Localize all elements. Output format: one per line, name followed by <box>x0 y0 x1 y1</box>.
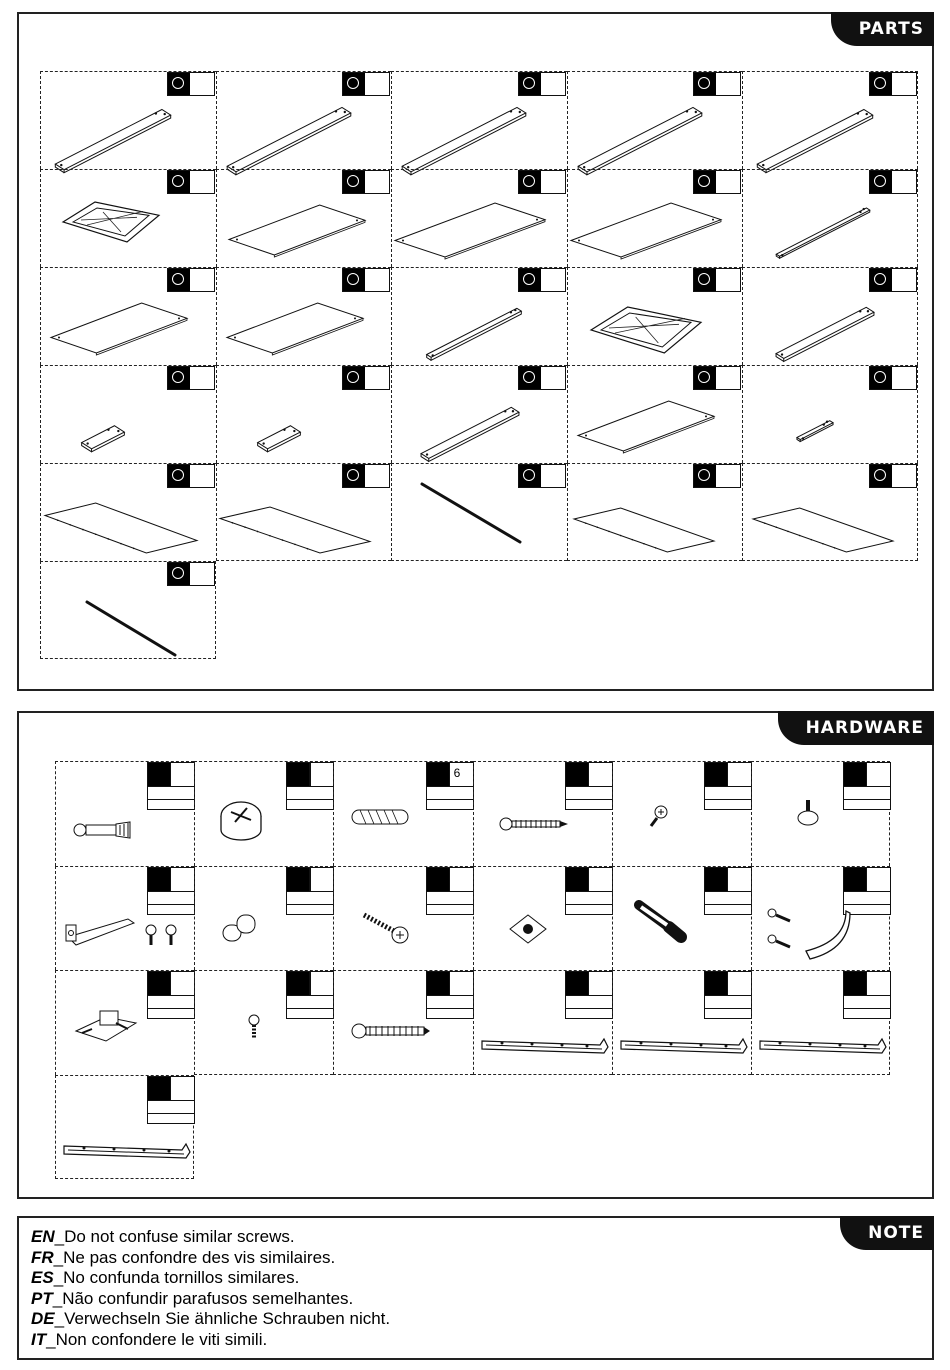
note-text: _Ne pas confondre des vis similaires. <box>53 1247 336 1267</box>
flat-head-screw-icon <box>334 867 473 972</box>
part-cell <box>567 71 743 169</box>
hardware-cell <box>333 970 472 1075</box>
note-text: _Non confondere le viti simili. <box>46 1330 268 1349</box>
hardware-cell <box>194 761 333 866</box>
panel-icon <box>568 366 744 464</box>
note-language-code: ES <box>31 1268 54 1288</box>
part-cell <box>216 267 392 365</box>
note-text: _Do not confuse similar screws. <box>54 1227 295 1246</box>
back-panel-icon <box>743 464 919 562</box>
part-cell <box>216 463 392 561</box>
panel-icon <box>217 268 393 366</box>
hardware-cell <box>55 970 194 1075</box>
parts-title: PARTS <box>831 12 934 46</box>
back-panel-icon <box>568 464 744 562</box>
part-cell <box>216 365 392 463</box>
part-cell <box>216 169 392 267</box>
rod-icon <box>392 464 568 562</box>
hardware-cell <box>55 761 194 866</box>
hardware-cell <box>55 1075 194 1180</box>
small-screw-icon <box>613 762 752 867</box>
hardware-cell <box>751 761 890 866</box>
note-text: _Verwechseln Sie ähnliche Schrauben nicht. <box>54 1309 391 1329</box>
small-panel-icon <box>217 366 393 464</box>
part-cell <box>567 169 743 267</box>
hardware-cell <box>473 761 612 866</box>
note-text: _Não confundir parafusos semelhantes. <box>52 1288 354 1308</box>
hinge-icon <box>56 971 195 1076</box>
cam-lock-icon <box>195 762 334 867</box>
wood-dowel-icon <box>334 762 473 867</box>
part-cell <box>742 365 918 463</box>
hardware-cell <box>612 970 751 1075</box>
parts-grid <box>40 71 920 661</box>
handle-icon <box>752 867 891 972</box>
anti-tip-bracket-icon <box>56 867 195 972</box>
hardware-cell <box>473 866 612 971</box>
panel-icon <box>743 72 919 170</box>
cam-bolt-icon <box>56 762 195 867</box>
part-cell <box>391 463 567 561</box>
part-cell <box>40 561 216 659</box>
note-panel <box>17 1216 934 1360</box>
small-panel-icon <box>41 366 217 464</box>
hardware-cell <box>751 970 890 1075</box>
panel-icon <box>217 170 393 268</box>
part-cell <box>40 365 216 463</box>
hardware-cell <box>194 866 333 971</box>
note-line <box>31 1248 335 1268</box>
drawer-bottom-icon <box>568 268 744 366</box>
hardware-cell <box>751 866 890 971</box>
back-panel-icon <box>217 464 393 562</box>
wood-screw-icon <box>334 971 473 1076</box>
part-cell <box>40 71 216 169</box>
parts-panel <box>17 12 934 691</box>
note-language-code: IT <box>31 1330 47 1349</box>
hardware-cell <box>612 761 751 866</box>
panel-icon <box>392 170 568 268</box>
note-line <box>31 1309 390 1329</box>
drawer-bottom-icon <box>41 170 217 268</box>
part-cell <box>40 169 216 267</box>
panel-icon <box>568 170 744 268</box>
drawer-slide-icon <box>474 971 613 1076</box>
hardware-cell <box>473 970 612 1075</box>
hardware-title: HARDWARE <box>778 711 934 745</box>
part-cell <box>391 267 567 365</box>
drawer-slide-icon <box>752 971 891 1076</box>
note-language-code: DE <box>31 1309 55 1329</box>
panel-icon <box>392 72 568 170</box>
part-cell <box>391 71 567 169</box>
part-cell <box>391 365 567 463</box>
panel-icon <box>392 366 568 464</box>
hardware-cell <box>333 866 472 971</box>
strip-icon <box>392 268 568 366</box>
part-cell <box>742 169 918 267</box>
panel-icon <box>743 268 919 366</box>
rod-icon <box>41 562 217 660</box>
panel-icon <box>41 268 217 366</box>
hardware-panel <box>17 711 934 1199</box>
shelf-pin-icon <box>195 867 334 972</box>
panel-icon <box>568 72 744 170</box>
hardware-cell <box>194 970 333 1075</box>
note-line <box>31 1330 267 1350</box>
note-line <box>31 1268 299 1288</box>
note-text: _No confunda tornillos similares. <box>53 1268 300 1288</box>
strip-icon <box>743 170 919 268</box>
panel-icon <box>41 72 217 170</box>
hardware-count: 6 <box>453 766 461 780</box>
drawer-slide-icon <box>613 971 752 1076</box>
hardware-cell <box>333 761 472 866</box>
part-cell <box>742 71 918 169</box>
part-cell <box>567 463 743 561</box>
hardware-grid <box>55 761 890 1179</box>
wall-anchor-icon <box>613 867 752 972</box>
note-line <box>31 1227 295 1247</box>
part-cell <box>567 267 743 365</box>
corner-plate-icon <box>474 867 613 972</box>
part-cell <box>40 463 216 561</box>
part-cell <box>567 365 743 463</box>
note-language-code: PT <box>31 1288 53 1308</box>
panel-icon <box>217 72 393 170</box>
part-cell <box>742 463 918 561</box>
back-panel-icon <box>41 464 217 562</box>
note-title: NOTE <box>840 1216 934 1250</box>
hardware-cell <box>612 866 751 971</box>
drawer-slide-icon <box>56 1076 195 1181</box>
part-cell <box>742 267 918 365</box>
part-cell <box>216 71 392 169</box>
note-language-code: FR <box>31 1247 54 1267</box>
strip-icon <box>743 366 919 464</box>
note-line <box>31 1289 353 1309</box>
glide-foot-icon <box>752 762 891 867</box>
note-language-code: EN <box>31 1227 55 1246</box>
long-screw-icon <box>474 762 613 867</box>
part-cell <box>40 267 216 365</box>
short-screw-icon <box>195 971 334 1076</box>
part-cell <box>391 169 567 267</box>
hardware-cell <box>55 866 194 971</box>
